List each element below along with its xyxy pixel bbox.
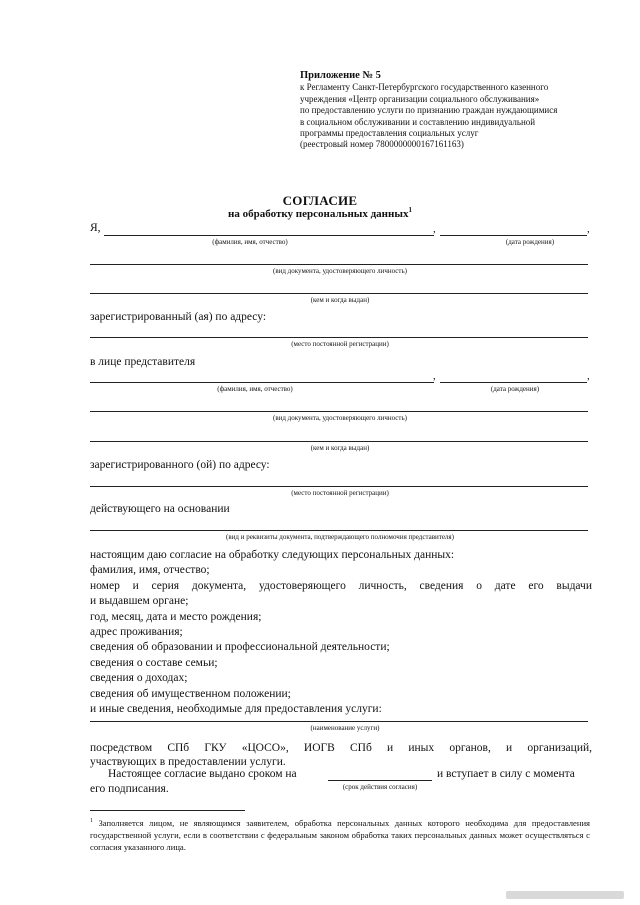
consent-terms bbox=[90, 741, 592, 769]
representative-id-document-field[interactable] bbox=[90, 411, 588, 412]
representative-label: в лице представителя bbox=[90, 356, 196, 368]
consent-item: сведения об имущественном положении; bbox=[90, 687, 291, 700]
consent-intro: настоящим даю согласие на обработку следующих персональных данных: bbox=[90, 549, 455, 561]
footnote-text: Заполняется лицом, не являющимся заявителем, обработка персональных данных которого необходима для предоставления государственной услуги, если в соответствии с федеральным законом обработка таких персональных данных может осуществляться с согласия указанного лица. bbox=[90, 817, 590, 853]
caption-representative-registration: (место постоянной регистрации) bbox=[291, 489, 389, 497]
acting-basis-label: действующего на основании bbox=[90, 503, 230, 515]
caption-representative-birthdate: (дата рождения) bbox=[490, 385, 540, 393]
caption-id-document: (вид документа, удостоверяющего личность) bbox=[272, 267, 407, 275]
means-line: участвующих в предоставлении услуги. bbox=[90, 756, 286, 768]
footnote-divider bbox=[90, 810, 245, 811]
representative-fio-field[interactable] bbox=[90, 382, 434, 383]
caption-registration: (место постоянной регистрации) bbox=[291, 340, 389, 348]
caption-service-name: (наименование услуги) bbox=[310, 724, 380, 732]
consent-item: номер и серия документа, удостоверяющего личность, сведения о дате его выдачи bbox=[90, 579, 592, 592]
comma-mark: , bbox=[433, 370, 436, 382]
birthdate-field[interactable] bbox=[440, 235, 587, 236]
consent-item: сведения о доходах; bbox=[90, 672, 188, 685]
registered-label: зарегистрированный (ая) по адресу: bbox=[90, 311, 267, 323]
subtitle-text: на обработку персональных данных bbox=[228, 208, 409, 220]
caption-representative-issued-by: (кем и когда выдан) bbox=[310, 444, 370, 452]
consent-item: и выдавшем органе; bbox=[90, 595, 189, 608]
caption-issued-by: (кем и когда выдан) bbox=[310, 296, 370, 304]
consent-item: и иные сведения, необходимые для предоставления услуги: bbox=[90, 703, 382, 716]
comma-mark: , bbox=[433, 223, 436, 235]
representative-issued-by-field[interactable] bbox=[90, 441, 588, 442]
appendix-heading: Приложение № 5 bbox=[300, 70, 381, 81]
scan-mark bbox=[506, 891, 624, 899]
service-name-field[interactable] bbox=[90, 721, 588, 722]
appendix-line: программы предоставления социальных услуг bbox=[300, 128, 479, 139]
appendix-line: учреждения «Центр организации социального обслуживания» bbox=[300, 93, 540, 104]
means-line: посредством СПб ГКУ «ЦОСО», ИОГВ СПб и иных органов, и организаций, bbox=[90, 742, 592, 754]
term-field[interactable] bbox=[328, 780, 432, 781]
consent-item: адрес проживания; bbox=[90, 626, 183, 639]
representative-registration-field[interactable] bbox=[90, 486, 588, 487]
caption-birthdate: (дата рождения) bbox=[505, 238, 555, 246]
appendix-line: по предоставлению услуги по признанию граждан нуждающимися bbox=[300, 105, 558, 116]
caption-representative-id-document: (вид документа, удостоверяющего личность) bbox=[272, 414, 407, 422]
footnote-number: 1 bbox=[90, 818, 93, 824]
appendix-line: (реестровый номер 7800000000167161163) bbox=[300, 139, 464, 150]
term-suffix: и вступает в силу с момента bbox=[437, 768, 575, 780]
consent-item: год, месяц, дата и место рождения; bbox=[90, 610, 262, 623]
footnote bbox=[90, 815, 590, 854]
caption-authority-document: (вид и реквизиты документа, подтверждающего полномочия представителя) bbox=[226, 533, 454, 541]
consent-list bbox=[90, 548, 592, 717]
caption-term: (срок действия согласия) bbox=[342, 783, 418, 791]
registration-address-field[interactable] bbox=[90, 337, 588, 338]
authority-document-field[interactable] bbox=[90, 530, 588, 531]
term-prefix: Настоящее согласие выдано сроком на bbox=[108, 768, 297, 780]
appendix-line: в социальном обслуживании и составлению индивидуальной bbox=[300, 116, 536, 127]
caption-fio: (фамилия, имя, отчество) bbox=[212, 238, 288, 246]
caption-representative-fio: (фамилия, имя, отчество) bbox=[217, 385, 293, 393]
representative-birthdate-field[interactable] bbox=[440, 382, 587, 383]
term-end: его подписания. bbox=[90, 783, 169, 795]
footnote-ref: 1 bbox=[408, 206, 412, 214]
document-title: СОГЛАСИЕ bbox=[282, 193, 358, 208]
consent-item: фамилия, имя, отчество; bbox=[90, 564, 210, 577]
issued-by-field[interactable] bbox=[90, 293, 588, 294]
document-subtitle bbox=[0, 206, 640, 220]
consent-item: сведения об образовании и профессиональной деятельности; bbox=[90, 641, 390, 654]
appendix-line: к Регламенту Санкт-Петербургского государственного казенного bbox=[300, 82, 549, 93]
comma-mark: , bbox=[587, 223, 590, 235]
comma-mark: , bbox=[587, 370, 590, 382]
appendix-header bbox=[300, 70, 620, 151]
id-document-field[interactable] bbox=[90, 264, 588, 265]
representative-registered-label: зарегистрированного (ой) по адресу: bbox=[90, 459, 270, 471]
consent-item: сведения о составе семьи; bbox=[90, 656, 218, 669]
ya-label: Я, bbox=[90, 222, 101, 234]
fio-field[interactable] bbox=[104, 235, 434, 236]
